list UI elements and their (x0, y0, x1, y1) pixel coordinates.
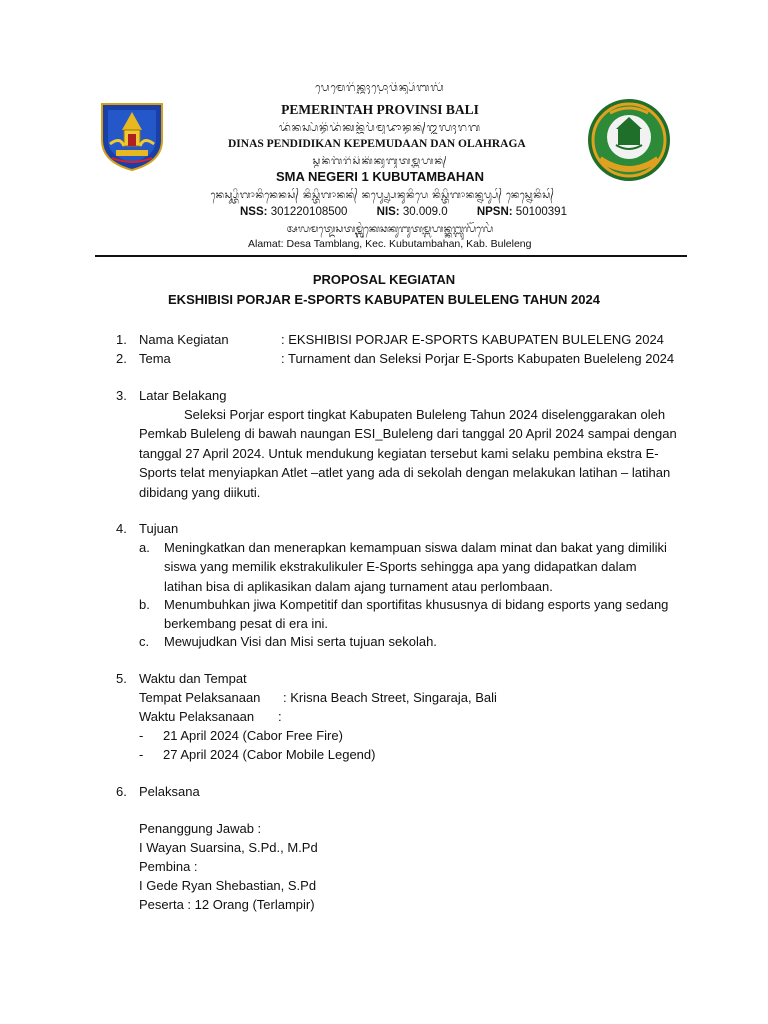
sub-item-letter: a. (139, 540, 150, 555)
nis-value: 30.009.0 (402, 206, 448, 218)
sub-item-letter: c. (139, 634, 150, 649)
tema-value: : Turnament dan Seleksi Porjar E-Sports Kabupaten Bueleleng 2024 (281, 351, 675, 366)
nama-kegiatan-label: Nama Kegiatan (139, 332, 229, 347)
department-name: DINAS PENDIDIKAN KEPEMUDAAN DAN OLAHRAGA (228, 138, 526, 150)
school-emblem-icon (586, 97, 672, 183)
waktu-tempat-label: Waktu dan Tempat (139, 671, 247, 686)
tujuan-label: Tujuan (139, 521, 179, 536)
tempat-label: Tempat Pelaksanaan (139, 690, 261, 705)
list-dash: - (139, 728, 144, 743)
balinese-script-line: ᬅᬮᬫᬢ᭄ᬤᬾᬲᬢᬫ᭄ᬩ᭄ᬮᬂᬓᬾᬘᬓᬸᬩᬸᬢᬫ᭄ᬩᬳᬦ᭄ᬓᬩ᭄ᬩᬸᬮᭂᬮᬾᬂ (286, 224, 494, 235)
npsn-label: NPSN: (476, 206, 513, 218)
letterhead-divider (95, 255, 687, 257)
date-free-fire: 21 April 2024 (Cabor Free Fire) (163, 728, 343, 743)
pelaksana-label: Pelaksana (139, 784, 200, 799)
bali-province-emblem-icon (98, 100, 166, 172)
letterhead (180, 82, 580, 184)
balinese-script-line: ᬲ᭄ᬫᬦᭂᬕᭂᬭᬶᬲᬶᬓᬶᬓᬸᬩᬸᬢᬫ᭄ᬩᬳᬦ᭄ (312, 156, 448, 167)
nss-value: 301220108500 (270, 206, 348, 218)
peserta-text: Peserta : 12 Orang (Terlampir) (139, 897, 315, 912)
school-identifiers (240, 206, 593, 218)
list-dash: - (139, 747, 144, 762)
waktu-pelaksanaan-label: Waktu Pelaksanaan (139, 709, 255, 724)
school-name: SMA NEGERI 1 KUBUTAMBAHAN (276, 169, 484, 184)
item-number: 4. (116, 521, 127, 536)
balinese-script-line: ᬧᬾᬫᬾᬭᬶᬦ᭄ᬢᬄᬧ᭄ᬭᭀᬯᬶᬦ᭄ᬲᬶᬩᬮᬶ (315, 82, 445, 94)
item-number: 6. (116, 784, 127, 799)
tujuan-b-text: Menumbuhkan jiwa Kompetitif dan sportifitas khususnya di bidang esports yang sedang berkembang pesat di era ini. (164, 597, 669, 632)
tujuan-a-text: Meningkatkan dan menerapkan kemampuan siswa dalam minat dan bakat yang dimiliki siswa yang memilik ekstrakulikuler E-Sports sehingga apa yang didapatkan dalam latihan bisa di aplikasikan dalam ajang turnament atau perlombaan. (164, 540, 667, 594)
pembina-label: Pembina : (139, 859, 198, 874)
nss-label: NSS: (240, 206, 268, 218)
item-number: 1. (116, 332, 127, 347)
item-number: 3. (116, 388, 127, 403)
government-name: PEMERINTAH PROVINSI BALI (281, 102, 479, 117)
tempat-value: : Krisna Beach Street, Singaraja, Bali (283, 690, 497, 705)
npsn-value: 50100391 (515, 206, 567, 218)
nama-kegiatan-value: : EKSHIBISI PORJAR E-SPORTS KABUPATEN BULELENG 2024 (281, 332, 664, 347)
school-address: Alamat: Desa Tamblang, Kec. Kubutambahan, Kab. Buleleng (248, 238, 532, 250)
item-number: 2. (116, 351, 127, 366)
tujuan-c-text: Mewujudkan Visi dan Misi serta tujuan sekolah. (164, 634, 437, 649)
penanggung-jawab-label: Penanggung Jawab : (139, 821, 262, 836)
date-mobile-legend: 27 April 2024 (Cabor Mobile Legend) (163, 747, 376, 762)
latar-belakang-label: Latar Belakang (139, 388, 227, 403)
item-number: 5. (116, 671, 127, 686)
event-title: EKSHIBISI PORJAR E-SPORTS KABUPATEN BULELENG TAHUN 2024 (168, 292, 600, 307)
latar-belakang-text: Seleksi Porjar esport tingkat Kabupaten Buleleng Tahun 2024 diselenggarakan oleh Pemkab Buleleng di bawah naungan ESI_Buleleng dari tanggal 20 April 2024 sampai dengan tanggal 27 April 2024. Untuk mendukung kegiatan tersebut kami selaku pembina ekstra E-Sports telat menyiapkan Atlet –atlet yang ada di sekolah dengan melakukan latihan – latihan dibidang yang diikuti. (139, 407, 677, 500)
sub-item-letter: b. (139, 597, 150, 612)
balinese-script-line: ᬦᬾᬲ᭄ᬲ᭄ᬢᬶᬕᬵᬦᬶᬦᬾᬦᬲ᭄ ᬦᬶᬲ᭄ᬢᬶᬕᬵᬦᬦ᭄ ᬦᬧ᭄ᬲ᭄ᬦ᭄ᬧᬾᬦᬸᬦᬶᬧᬾ ᬦᬶᬲ᭄ᬢᬶᬕᬵᬦᬦ᭄ᬦᬧ᭄ᬲ᭄ ᬦᬾᬲ᭄ᬦᬾᬦᬶᬲ᭄ (210, 190, 555, 201)
waktu-pelaksanaan-colon: : (278, 709, 282, 724)
tema-label: Tema (139, 351, 171, 366)
pembina-name: I Gede Ryan Shebastian, S.Pd (139, 878, 317, 893)
proposal-title: PROPOSAL KEGIATAN (312, 272, 456, 287)
balinese-script-line: ᬤᬶᬦᬲ᭄ᬧᭂᬦ᭄ᬤᬶᬤᬶᬓᬦ᭄ᬓᭂᬧᭂᬫᬸᬤᬵᬦ᭄ᬤᬦ᭄ᬑᬮᬄᬭᬕ (279, 122, 481, 134)
nis-label: NIS: (376, 206, 400, 218)
penanggung-jawab-name: I Wayan Suarsina, S.Pd., M.Pd (139, 840, 318, 855)
